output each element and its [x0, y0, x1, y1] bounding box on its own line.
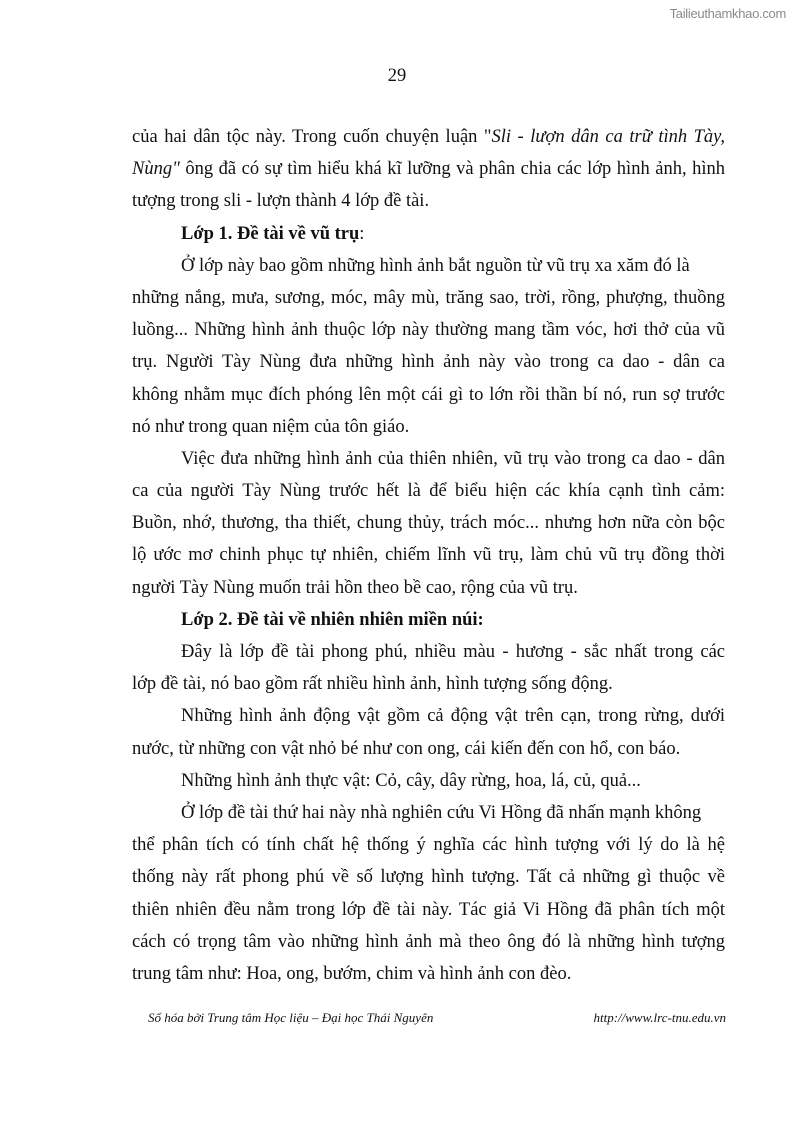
text-line [132, 153, 725, 185]
text-line [132, 250, 725, 282]
page-footer [148, 1010, 726, 1026]
text-segment: Đây là lớp đề tài phong phú, nhiều màu - hương - sắc nhất trong các [181, 642, 725, 662]
text-segment: Buồn, nhớ, thương, tha thiết, chung thủy, trách móc... nhưng hơn nữa còn bộc [132, 513, 725, 534]
text-line [132, 894, 725, 926]
text-line [132, 668, 725, 700]
text-segment: lộ ước mơ chinh phục tự nhiên, chiếm lĩnh vũ trụ, làm chủ vũ trụ đồng thời [132, 545, 725, 566]
watermark: Tailieuthamkhao.com [669, 6, 786, 21]
text-line [132, 379, 725, 411]
text-segment: những nắng, mưa, sương, móc, mây mù, trăng sao, trời, rồng, phượng, thuồng [132, 287, 725, 308]
text-segment: cách có trọng tâm vào những hình ảnh mà theo ông đó là những hình tượng [132, 931, 725, 952]
text-line [132, 539, 725, 571]
italic-text: Nùng" [132, 159, 180, 180]
text-line [132, 411, 725, 443]
text-line [132, 700, 725, 732]
text-line [132, 507, 725, 539]
text-line [132, 185, 725, 217]
text-segment: ca của người Tày Nùng trước hết là để biểu hiện các khía cạnh tình cảm: [132, 481, 725, 502]
text-line [132, 797, 725, 829]
text-line [132, 121, 725, 153]
text-segment: nó như trong quan niệm của tôn giáo. [132, 416, 410, 437]
text-line [132, 572, 725, 604]
text-line [132, 314, 725, 346]
text-segment: trung tâm như: Hoa, ong, bướm, chim và hình ảnh con đèo. [132, 963, 572, 984]
text-line [132, 636, 725, 668]
text-segment: Lớp 2. Đề tài về nhiên nhiên miền núi: [181, 609, 484, 630]
section-heading [132, 218, 725, 250]
text-segment: tượng trong sli - lượn thành 4 lớp đề tài. [132, 191, 430, 212]
text-segment: Việc đưa những hình ảnh của thiên nhiên, vũ trụ vào trong ca dao - dân [181, 448, 725, 469]
text-line [132, 443, 725, 475]
text-line [132, 282, 725, 314]
text-line [132, 829, 725, 861]
text-segment: lớp đề tài, nó bao gồm rất nhiều hình ảnh, hình tượng sống động. [132, 674, 613, 695]
text-segment: Ở lớp đề tài thứ hai này nhà nghiên cứu Vi Hồng đã nhấn mạnh không [181, 802, 702, 823]
text-segment: thống này rất phong phú về số lượng hình tượng. Tất cả những gì thuộc về [132, 867, 725, 888]
text-segment: trụ. Người Tày Nùng đưa những hình ảnh này vào trong ca dao - dân ca [132, 352, 725, 373]
text-line [132, 733, 725, 765]
text-segment: : [359, 223, 365, 244]
text-line [132, 765, 725, 797]
text-segment: người Tày Nùng muốn trải hồn theo bề cao, rộng của vũ trụ. [132, 577, 578, 598]
document-body [132, 121, 725, 990]
text-line [132, 958, 725, 990]
text-segment: không nhằm mục đích phóng lên một cái gì to lớn rồi thần bí nó, run sợ trước [132, 384, 725, 405]
text-line [132, 475, 725, 507]
text-segment: Ở lớp này bao gồm những hình ảnh bắt nguồn từ vũ trụ xa xăm đó là [181, 255, 690, 276]
text-segment: thể phân tích có tính chất hệ thống ý nghĩa các hình tượng với lý do là hệ [132, 835, 725, 856]
footer-credit: Số hóa bởi Trung tâm Học liệu – Đại học Thái Nguyên [148, 1010, 434, 1025]
section-heading [132, 604, 725, 636]
italic-text: Sli - lượn dân ca trữ tình Tày, [491, 127, 725, 147]
text-segment: Những hình ảnh thực vật: Cỏ, cây, dây rừng, hoa, lá, củ, quả... [181, 770, 641, 791]
page-number: 29 [387, 66, 407, 86]
text-segment: nước, từ những con vật nhỏ bé như con ong, cái kiến đến con hổ, con báo. [132, 738, 681, 759]
text-segment: luồng... Những hình ảnh thuộc lớp này thường mang tầm vóc, hơi thở của vũ [132, 320, 725, 341]
text-line [132, 926, 725, 958]
text-line [132, 861, 725, 893]
text-line [132, 346, 725, 378]
text-segment: Những hình ảnh động vật gồm cả động vật trên cạn, trong rừng, dưới [181, 706, 725, 727]
text-segment: thiên nhiên đều nằm trong lớp đề tài này. Tác giả Vi Hồng đã phân tích một [132, 899, 725, 920]
text-segment: của hai dân tộc này. Trong cuốn chuyện luận " [132, 127, 492, 147]
text-segment: Lớp 1. Đề tài về vũ trụ [181, 223, 360, 244]
text-segment: ông đã có sự tìm hiểu khá kĩ lưỡng và phân chia các lớp hình ảnh, hình [179, 159, 725, 180]
footer-url: http://www.lrc-tnu.edu.vn [593, 1010, 726, 1025]
